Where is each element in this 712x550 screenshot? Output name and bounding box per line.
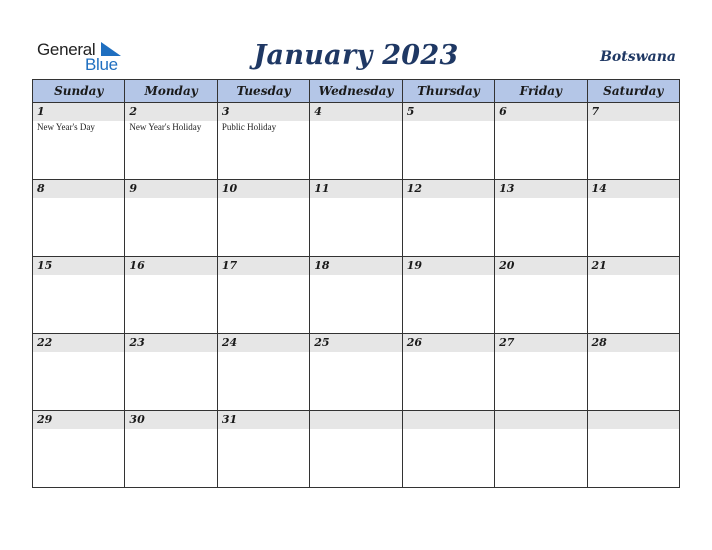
day-number: 6: [495, 103, 586, 121]
day-number: 31: [218, 411, 309, 429]
day-number: 2: [125, 103, 216, 121]
day-number: 10: [218, 180, 309, 198]
day-cell: [402, 411, 494, 488]
day-cell: [495, 257, 587, 334]
day-cell: [402, 334, 494, 411]
day-number: [495, 411, 586, 429]
day-cell: [217, 257, 309, 334]
holiday-label: New Year's Holiday: [129, 122, 202, 132]
day-number: 19: [403, 257, 494, 275]
day-number: 15: [33, 257, 124, 275]
country-label: Botswana: [600, 49, 676, 65]
day-cell: [587, 180, 679, 257]
day-cell: [310, 411, 402, 488]
day-cell: [587, 411, 679, 488]
weekday-header: Sunday: [33, 80, 125, 103]
day-number: 22: [33, 334, 124, 352]
day-number: 24: [218, 334, 309, 352]
day-cell: [33, 180, 125, 257]
calendar-grid: [32, 79, 680, 488]
day-cell: [33, 411, 125, 488]
day-number: [403, 411, 494, 429]
page-title: January 2023: [253, 40, 459, 71]
day-cell: [217, 180, 309, 257]
day-number: 1: [33, 103, 124, 121]
weekday-header: Monday: [125, 80, 217, 103]
day-number: 14: [588, 180, 679, 198]
weekday-header: Wednesday: [310, 80, 402, 103]
day-number: 23: [125, 334, 216, 352]
day-cell: [125, 257, 217, 334]
day-cell: [33, 334, 125, 411]
day-cell: [495, 411, 587, 488]
week-row: [33, 411, 680, 488]
day-cell: [217, 334, 309, 411]
holiday-label: [495, 121, 586, 122]
weekday-header-row: [33, 80, 680, 103]
day-number: 30: [125, 411, 216, 429]
day-number: 12: [403, 180, 494, 198]
day-cell: [402, 103, 494, 180]
day-number: 25: [310, 334, 401, 352]
day-cell: [495, 334, 587, 411]
week-row: [33, 334, 680, 411]
day-cell: [33, 257, 125, 334]
day-cell: [495, 180, 587, 257]
day-number: 9: [125, 180, 216, 198]
day-number: 18: [310, 257, 401, 275]
day-cell: [402, 257, 494, 334]
day-cell: [310, 103, 402, 180]
day-number: 17: [218, 257, 309, 275]
day-number: 27: [495, 334, 586, 352]
day-number: 5: [403, 103, 494, 121]
logo-text-blue: Blue: [85, 55, 118, 74]
week-row: [33, 257, 680, 334]
day-cell: [310, 180, 402, 257]
day-number: 20: [495, 257, 586, 275]
week-row: [33, 103, 680, 180]
day-cell: [402, 180, 494, 257]
day-cell: [587, 103, 679, 180]
day-number: 16: [125, 257, 216, 275]
weekday-header: Tuesday: [217, 80, 309, 103]
day-cell: [310, 257, 402, 334]
holiday-label: [403, 121, 494, 122]
week-row: [33, 180, 680, 257]
day-number: 13: [495, 180, 586, 198]
day-cell: [33, 103, 125, 180]
day-number: 11: [310, 180, 401, 198]
day-cell: [587, 334, 679, 411]
holiday-label: Public Holiday: [221, 122, 277, 132]
weekday-header: Thursday: [402, 80, 494, 103]
holiday-label: New Year's Day: [37, 122, 95, 132]
day-number: 21: [588, 257, 679, 275]
day-cell: [217, 103, 309, 180]
day-cell: [125, 103, 217, 180]
day-number: 8: [33, 180, 124, 198]
day-cell: [125, 334, 217, 411]
day-number: [588, 411, 679, 429]
day-number: 3: [218, 103, 309, 121]
holiday-label: [310, 121, 401, 122]
day-cell: [310, 334, 402, 411]
day-cell: [217, 411, 309, 488]
weekday-header: Friday: [495, 80, 587, 103]
day-number: [310, 411, 401, 429]
logo-text-general: General: [37, 40, 96, 59]
day-cell: [125, 180, 217, 257]
weekday-header: Saturday: [587, 80, 679, 103]
day-number: 29: [33, 411, 124, 429]
day-number: 28: [588, 334, 679, 352]
day-cell: [125, 411, 217, 488]
day-cell: [587, 257, 679, 334]
day-number: 26: [403, 334, 494, 352]
day-number: 4: [310, 103, 401, 121]
day-number: 7: [588, 103, 679, 121]
day-cell: [495, 103, 587, 180]
holiday-label: [588, 121, 679, 122]
